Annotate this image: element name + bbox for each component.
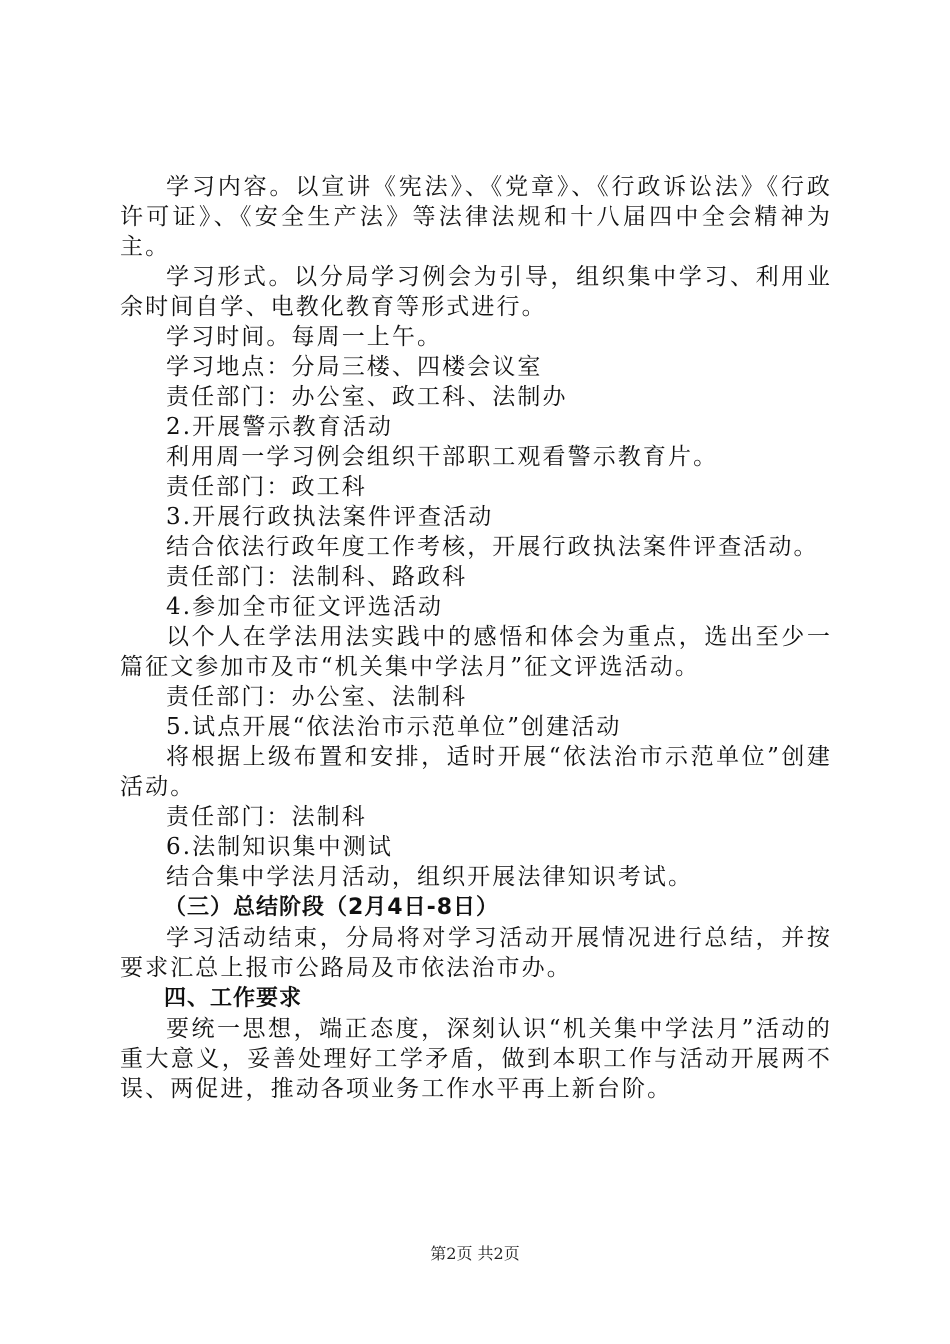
paragraph: 以个人在学法用法实践中的感悟和体会为重点，选出至少一篇征文参加市及市“机关集中学法月”征文评选活动。 (120, 624, 832, 680)
paragraph: 责任部门：办公室、政工科、法制办 (166, 384, 568, 410)
paragraph: 5.试点开展“依法治市示范单位”创建活动 (166, 714, 622, 740)
paragraph: 责任部门：法制科 (166, 804, 367, 830)
section-heading: （三）总结阶段（2月4日-8日） (164, 895, 500, 920)
paragraph: 学习活动结束，分局将对学习活动开展情况进行总结，并按要求汇总上报市公路局及市依法治市办。 (120, 925, 832, 981)
paragraph: 责任部门：政工科 (166, 474, 367, 500)
paragraph: 3.开展行政执法案件评查活动 (166, 504, 494, 530)
paragraph: 2.开展警示教育活动 (166, 414, 393, 440)
paragraph: 学习时间。每周一上午。 (166, 324, 443, 350)
paragraph: 结合集中学法月活动，组织开展法律知识考试。 (166, 864, 694, 890)
paragraph: 利用周一学习例会组织干部职工观看警示教育片。 (166, 444, 719, 470)
page-footer: 第2页 共2页 (430, 1244, 520, 1263)
paragraph: 学习内容。以宣讲《宪法》、《党章》、《行政诉讼法》《行政许可证》、《安全生产法》等法律法规和十八届四中全会精神为主。 (120, 174, 832, 260)
paragraph: 责任部门：法制科、路政科 (166, 564, 468, 590)
section-heading: 四、工作要求 (164, 986, 303, 1011)
paragraph: 4.参加全市征文评选活动 (166, 594, 444, 620)
paragraph: 6.法制知识集中测试 (166, 834, 393, 860)
paragraph: 学习地点：分局三楼、四楼会议室 (166, 354, 543, 380)
document-body (120, 172, 832, 1104)
paragraph: 学习形式。以分局学习例会为引导，组织集中学习、利用业余时间自学、电教化教育等形式进行。 (120, 264, 832, 320)
paragraph: 结合依法行政年度工作考核，开展行政执法案件评查活动。 (166, 534, 819, 560)
paragraph: 将根据上级布置和安排，适时开展“依法治市示范单位”创建活动。 (120, 744, 832, 800)
paragraph: 要统一思想，端正态度，深刻认识“机关集中学法月”活动的重大意义，妥善处理好工学矛盾，做到本职工作与活动开展两不误、两促进，推动各项业务工作水平再上新台阶。 (120, 1016, 832, 1102)
paragraph: 责任部门：办公室、法制科 (166, 684, 468, 710)
